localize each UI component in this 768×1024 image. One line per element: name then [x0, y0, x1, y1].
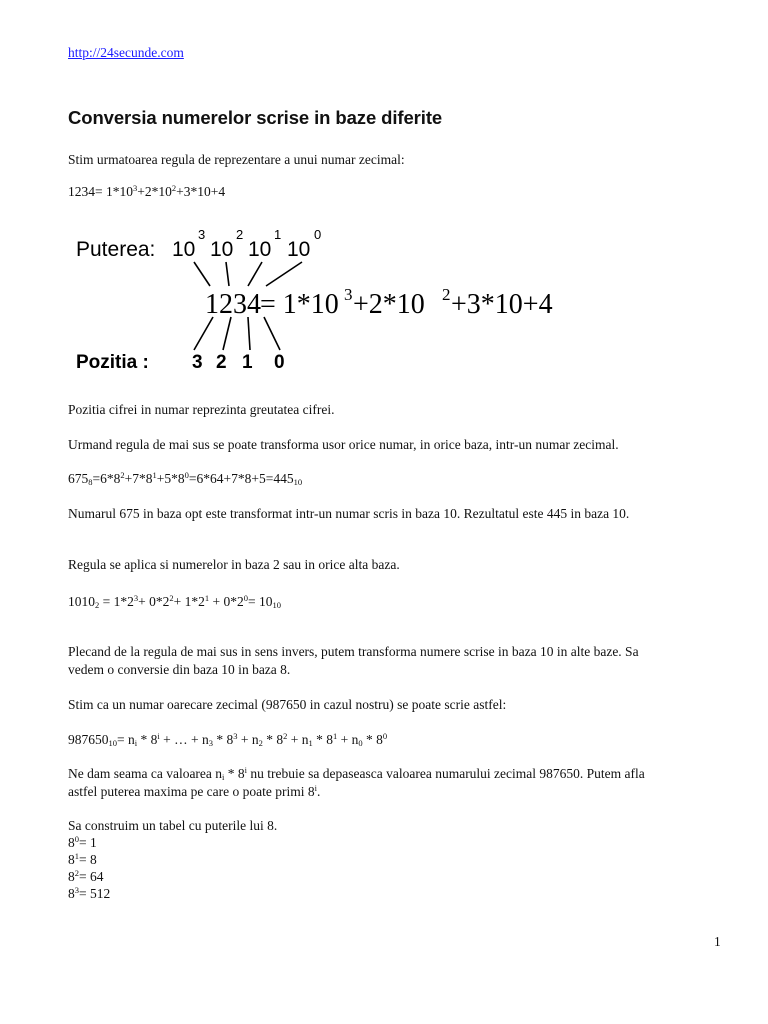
expansion-exp-1: 3: [344, 285, 353, 304]
expansion-part-b: +2*10: [353, 289, 425, 320]
site-link[interactable]: http://24secunde.com: [68, 45, 184, 60]
number-1234: 1234: [205, 289, 261, 320]
nedam-paragraph-line2: astfel puterea maxima pe care o poate primi 8$^i$.: [68, 783, 321, 799]
expansion-part-c: +3*10+4: [451, 289, 553, 320]
regula-paragraph: Regula se aplica si numerelor in baza 2 sau in orice alta baza.: [68, 557, 400, 572]
connector-line: [248, 262, 262, 286]
power-exp-1: 1: [274, 227, 282, 242]
connector-line: [223, 317, 231, 350]
power-base-0: 10: [287, 238, 311, 261]
formula-1010: $1010_2 = 1*2^3+ 0*2^2+ 1*2^1 + 0*2^0= 10_{10}$: [68, 593, 281, 610]
power-base-3: 10: [172, 238, 196, 261]
connector-line: [248, 317, 250, 350]
connector-line: [226, 262, 229, 286]
formula-1234: $1234= 1*10^3+2*10^2+3*10+4$: [68, 183, 226, 199]
power-exp-2: 2: [236, 227, 244, 242]
pozitia-label: Pozitia :: [76, 352, 149, 373]
formula-987650: $987650_{10}= n_i * 8^i$ + … + $n_3 * 8^3 + n_2 * 8^2 + n_1 * 8^1 + n_0 * 8^0$: [68, 731, 388, 748]
formula-675: $675_8=6*8^2+7*8^1+5*8^0=6*64+7*8+5=445_{10}$: [68, 470, 303, 487]
power-base-1: 10: [248, 238, 272, 261]
nedam-paragraph-line1: Ne dam seama ca valoarea $n_i * 8^i$ nu trebuie sa depaseasca valoarea numarului zecimal 987650. Putem afla: [68, 765, 645, 782]
pozitia-paragraph: Pozitia cifrei in numar reprezinta greutatea cifrei.: [68, 402, 335, 417]
power-exp-3: 3: [198, 227, 206, 242]
tabel-paragraph: Sa construim un tabel cu puterile lui 8.: [68, 818, 278, 833]
power-row-1: $8^1= 8$: [68, 851, 97, 867]
position-1: 1: [242, 352, 253, 373]
power-exp-0: 0: [314, 227, 322, 242]
numarul-paragraph: Numarul 675 in baza opt este transformat intr-un numar scris in baza 10. Rezultatul este 445 in baza 10.: [68, 506, 630, 521]
connector-line: [264, 317, 280, 350]
power-row-2: $8^2= 64$: [68, 868, 104, 884]
connector-line: [266, 262, 302, 286]
intro-paragraph: Stim urmatoarea regula de reprezentare a unui numar zecimal:: [68, 152, 405, 167]
page-title: Conversia numerelor scrise in baze diferite: [68, 107, 443, 128]
place-value-diagram: [68, 222, 568, 382]
power-row-0: $8^0= 1$: [68, 834, 97, 850]
power-row-3: $8^3= 512$: [68, 885, 111, 901]
position-0: 0: [274, 352, 285, 373]
plecand-paragraph-line1: Plecand de la regula de mai sus in sens invers, putem transforma numere scrise in baza 10 in alte baze. Sa: [68, 644, 639, 659]
page-number: 1: [714, 934, 721, 949]
connector-line: [194, 317, 213, 350]
stim-paragraph: Stim ca un numar oarecare zecimal (987650 in cazul nostru) se poate scrie astfel:: [68, 697, 507, 712]
expansion-part-a: = 1*10: [260, 289, 339, 320]
urmand-paragraph: Urmand regula de mai sus se poate transforma usor orice numar, in orice baza, intr-un numar zecimal.: [68, 437, 619, 452]
connector-line: [194, 262, 210, 286]
power-base-2: 10: [210, 238, 234, 261]
position-3: 3: [192, 352, 203, 373]
puterea-label: Puterea:: [76, 238, 156, 261]
plecand-paragraph-line2: vedem o conversie din baza 10 in baza 8.: [68, 662, 291, 677]
expansion-exp-2: 2: [442, 285, 451, 304]
position-2: 2: [216, 352, 227, 373]
